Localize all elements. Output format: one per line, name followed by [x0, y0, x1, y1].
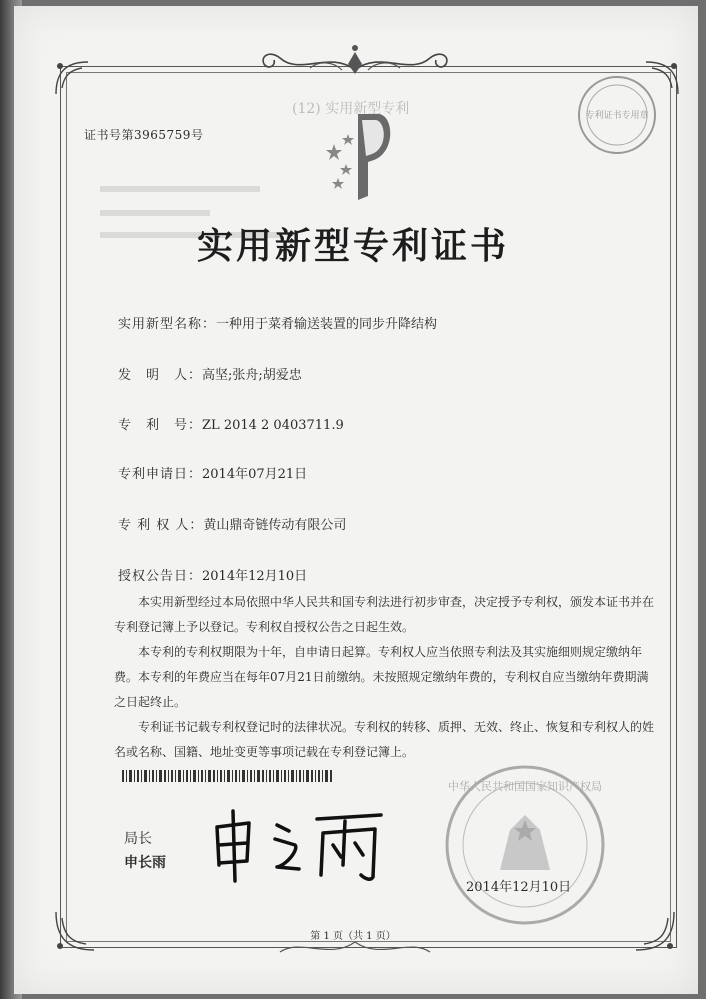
stamp-text: 专利证书专用章 [585, 111, 649, 121]
certificate-title: 实用新型专利证书 [196, 225, 509, 267]
watermark-line [100, 210, 210, 216]
field-value: 2014年07月21日 [202, 467, 308, 482]
field-label: 专利申请日： [118, 467, 203, 482]
patent-holder-field [118, 514, 346, 533]
field-label: 专 利 号： [118, 418, 203, 433]
field-label: 实用新型名称： [118, 317, 217, 332]
body-paragraph: 专利证书记载专利权登记时的法律状况。专利权的转移、质押、无效、终止、恢复和专利权人的姓名或名称、国籍、地址变更等事项记载在专利登记簿上。 [114, 720, 655, 759]
seal-text: 中华人民共和国国家知识产权局 [448, 780, 602, 793]
field-value: ZL 2014 2 0403711.9 [202, 418, 344, 433]
certificate-body [114, 590, 654, 765]
director-signature [205, 805, 395, 885]
field-value: 黄山鼎奇链传动有限公司 [203, 518, 347, 533]
national-seal [440, 760, 610, 930]
field-value: 高坚;张舟;胡爱忠 [202, 368, 302, 383]
logo-watermark-text: (12) 实用新型专利 [292, 101, 410, 117]
issue-date: 2014年12月10日 [466, 880, 572, 895]
body-paragraph: 本专利的专利权期限为十年，自申请日起算。专利权人应当依照专利法及其实施细则规定缴纳年费。本专利的年费应当在每年07月21日前缴纳。未按照规定缴纳年费的，专利权自应当缴纳年费期满之日起终止。 [114, 645, 649, 709]
page-footer: 第 1 页（共 1 页） [310, 931, 396, 942]
certificate-number: 证书号第3965759号 [84, 128, 204, 142]
director-name: 申长雨 [124, 855, 166, 871]
patent-number-field [118, 414, 344, 433]
director-title: 局长 [124, 831, 152, 847]
field-value: 一种用于菜肴输送装置的同步升降结构 [216, 317, 438, 332]
field-value: 2014年12月10日 [202, 569, 308, 584]
field-label: 发 明 人： [118, 368, 203, 383]
inventor-field [118, 364, 302, 383]
utility-model-name-field [118, 313, 437, 332]
watermark-line [100, 186, 260, 192]
body-paragraph: 本实用新型经过本局依照中华人民共和国专利法进行初步审查，决定授予专利权，颁发本证书并在专利登记簿上予以登记。专利权自授权公告之日起生效。 [114, 595, 655, 634]
patent-office-logo [318, 104, 398, 204]
corner-ornament-top-left [52, 58, 92, 98]
filing-date-field [118, 463, 307, 482]
grant-date-field [118, 565, 307, 584]
field-label: 专 利 权 人： [118, 518, 204, 533]
certificate-stamp [572, 70, 662, 160]
barcode [122, 770, 332, 782]
field-label: 授权公告日： [118, 569, 203, 584]
top-ornament [250, 40, 460, 80]
